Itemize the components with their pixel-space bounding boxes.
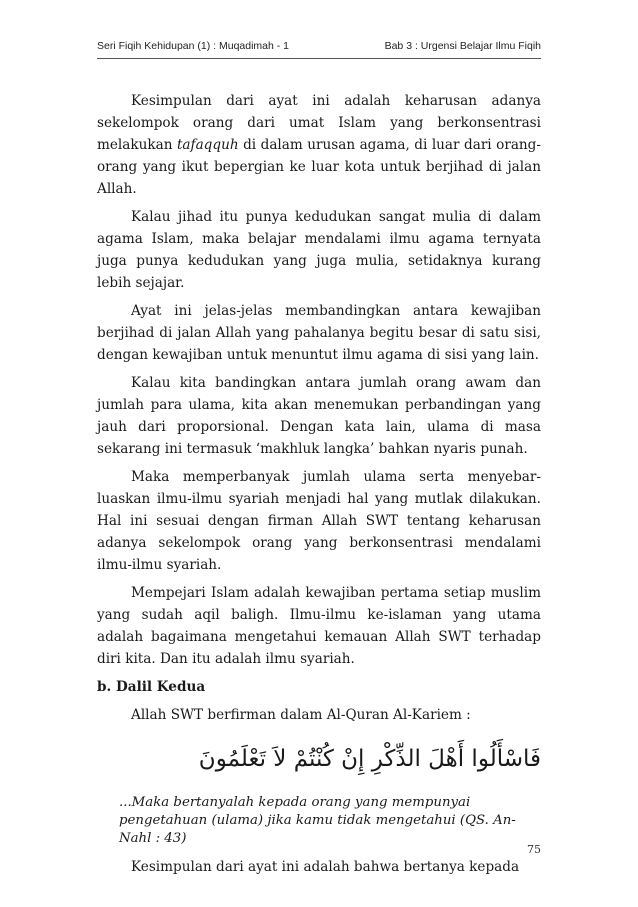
paragraph-1-text-a: Kesimpulan dari ayat ini adalah keharusan adanya sekelompok orang dari umat Islam yang berkonsentrasi melakukan xyxy=(97,93,541,153)
page-number: 75 xyxy=(527,843,541,856)
paragraph-5: Maka memperbanyak jumlah ulama serta menyebar-luaskan ilmu-ilmu syariah menjadi hal yang mutlak dilakukan. Hal ini sesuai dengan firman Allah SWT tentang keharusan adanya sekelompok orang yang berkonsentrasi mendalami ilmu-ilmu syariah. xyxy=(97,469,541,573)
paragraph-6: Mempejari Islam adalah kewajiban pertama setiap muslim yang sudah aqil baligh. Ilmu-ilmu ke-islaman yang utama adalah bagaimana mengetahui kemauan Allah SWT terhadap diri kita. Dan itu adalah ilmu syariah. xyxy=(97,585,541,667)
term-tafaqquh: tafaqquh xyxy=(176,137,239,153)
paragraph-1-text-b: di dalam urusan agama, di luar dari orang-orang yang ikut bepergian ke luar kota untuk berjihad di jalan Allah. xyxy=(97,137,541,197)
paragraph-4: Kalau kita bandingkan antara jumlah orang awam dan jumlah para ulama, kita akan menemukan perbandingan yang jauh dari proporsional. Dengan kata lain, ulama di masa sekarang ini termasuk ‘makhluk langka’ bahkan nyaris punah. xyxy=(97,375,541,457)
paragraph-1 xyxy=(97,90,541,200)
paragraph-2: Kalau jihad itu punya kedudukan sangat mulia di dalam agama Islam, maka belajar mendalami ilmu agama ternyata juga punya kedudukan yang juga mulia, setidaknya kurang lebih sejajar. xyxy=(97,209,541,291)
arabic-verse: فَاسْأَلُوا أَهْلَ الذِّكْرِ إِنْ كُنْتُمْ لاَ تَعْلَمُونَ xyxy=(198,746,541,772)
paragraph-7: Kesimpulan dari ayat ini adalah bahwa bertanya kepada xyxy=(131,859,520,875)
header-chapter-title: Bab 3 : Urgensi Belajar Ilmu Fiqih xyxy=(384,40,541,52)
page-body xyxy=(97,90,541,884)
header-divider xyxy=(97,58,541,59)
paragraph-3: Ayat ini jelas-jelas membandingkan antara kewajiban berjihad di jalan Allah yang pahalanya begitu besar di satu sisi, dengan kewajiban untuk menuntut ilmu agama di sisi yang lain. xyxy=(97,303,541,363)
verse-translation: ...Maka bertanyalah kepada orang yang mempunyai pengetahuan (ulama) jika kamu tidak mengetahui (QS. An-Nahl : 43) xyxy=(119,795,516,846)
section-heading: b. Dalil Kedua xyxy=(97,679,206,695)
verse-intro: Allah SWT berfirman dalam Al-Quran Al-Kariem : xyxy=(131,707,471,723)
header-series-title: Seri Fiqih Kehidupan (1) : Muqadimah - 1 xyxy=(97,40,290,52)
running-header xyxy=(97,40,541,52)
